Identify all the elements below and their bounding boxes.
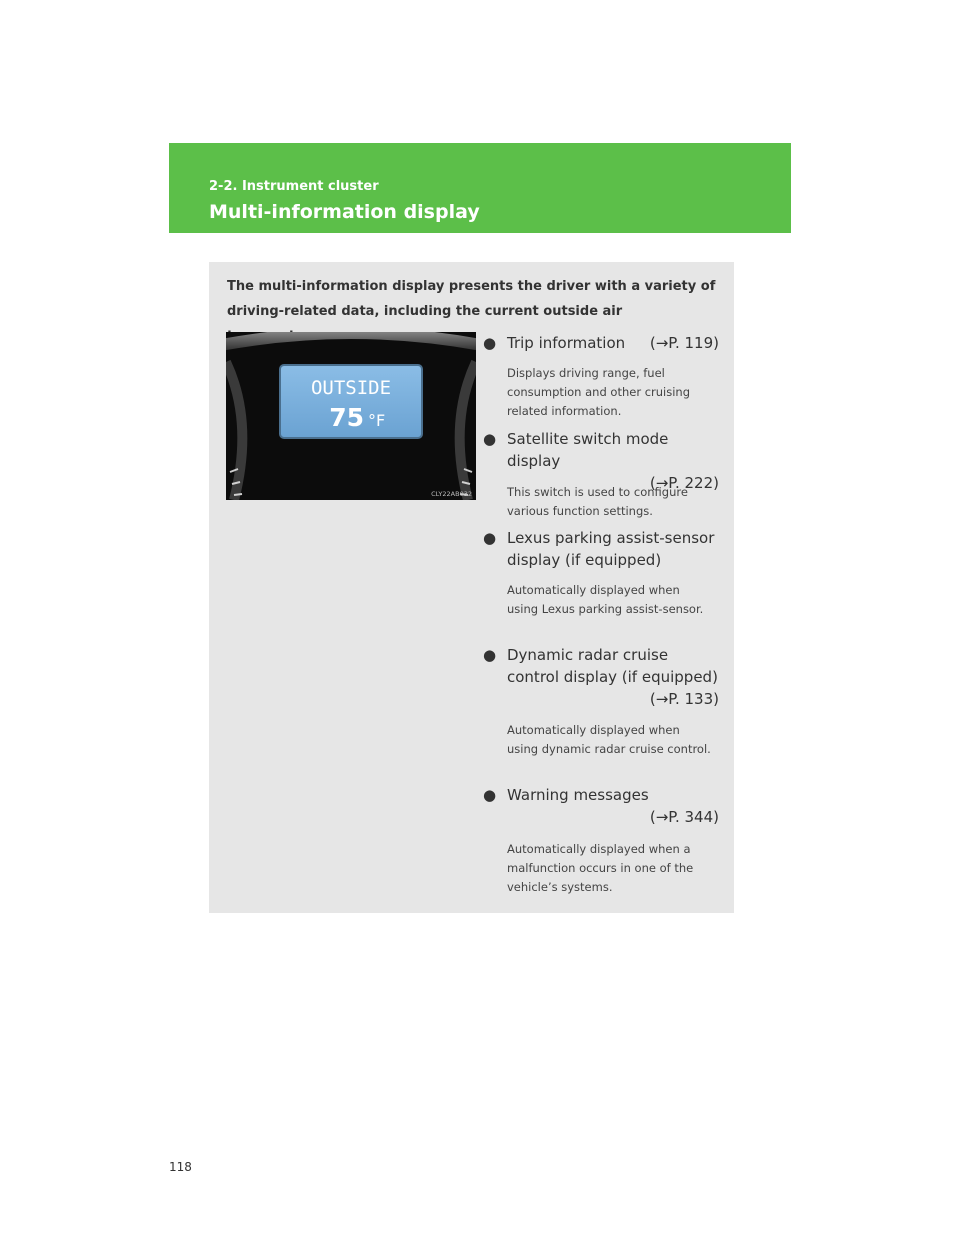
item-parking-assist [483,527,723,571]
bullet-icon: ● [483,529,497,547]
page-number: 118 [169,1160,192,1174]
display-label: OUTSIDE [310,377,392,399]
page-reference-link[interactable]: (→P. 119) [649,334,719,352]
bullet-icon: ● [483,646,497,664]
image-code: CLY22AB032 [431,490,472,498]
display-unit: °F [368,411,386,430]
bullet-icon: ● [483,334,497,352]
bullet-icon: ● [483,430,497,448]
item-description: Displays driving range, fuel consumption and other cruising related information. [507,366,691,418]
page-reference-link[interactable]: (→P. 344) [649,808,719,826]
cluster-illustration [226,332,476,500]
item-warning-messages [483,784,723,828]
content-panel [209,262,734,913]
item-radar-cruise [483,644,723,710]
intro-text: The multi-information display presents the driver with a variety of driving-related data, including the current outside air [227,279,716,319]
item-heading: Satellite switch mode display [507,430,669,470]
bullet-icon: ● [483,786,497,804]
item-heading: Dynamic radar cruise control display (if equipped) [507,646,718,686]
page-title: Multi-information display [209,201,480,223]
item-heading: Lexus parking assist-sensor display (if equipped) [507,529,715,569]
section-label: 2-2. Instrument cluster [209,179,379,194]
item-heading: Trip information [507,334,626,352]
item-trip-information [483,332,723,354]
section-header [169,143,791,233]
item-description: This switch is used to configure various function settings. [507,485,688,518]
page-reference-link[interactable]: (→P. 133) [649,690,719,708]
display-photo [226,332,476,500]
item-description: Automatically displayed when a malfunction occurs in one of the vehicle’s systems. [507,842,694,894]
display-value: 75 [329,403,364,432]
item-description: Automatically displayed when using Lexus parking assist-sensor. [507,583,704,616]
page-reference-link[interactable]: (→P. 222) [649,474,719,492]
item-heading: Warning messages [507,786,649,804]
item-description: Automatically displayed when using dynamic radar cruise control. [507,723,711,756]
